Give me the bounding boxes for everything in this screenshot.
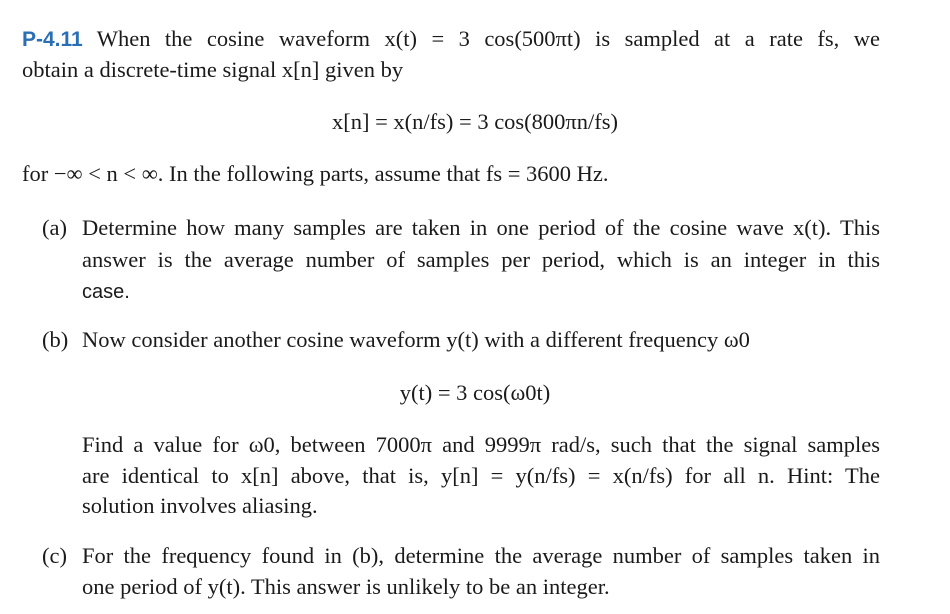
part-c-line-1: For the frequency found in (b), determine the average number of samples taken in [82,543,880,568]
intro-line-1 [22,24,880,55]
part-c-tag: (c) [42,543,67,568]
equation-x-n: x[n] = x(n/fs) = 3 cos(800πn/fs) [331,109,619,134]
part-b-tag: (b) [42,327,69,352]
part-b-line-1: Now consider another cosine waveform y(t) with a different frequency ω0 [82,327,750,352]
part-b-line-3: are identical to x[n] above, that is, y[n] = y(n/fs) = x(n/fs) for all n. Hint: The [82,463,880,488]
part-a-line-2: answer is the average number of samples per period, which is an integer in this [82,247,880,272]
problem-label: P-4.11 [22,28,83,51]
range-line: for −∞ < n < ∞. In the following parts, assume that fs = 3600 Hz. [22,161,609,186]
equation-y-t: y(t) = 3 cos(ω0t) [399,380,551,405]
intro-text-1: When the cosine waveform x(t) = 3 cos(500πt) is sampled at a rate fs, we [96,26,880,51]
intro-line-2: obtain a discrete-time signal x[n] given by [22,57,404,82]
part-a-tag: (a) [42,215,67,240]
part-a-line-1: Determine how many samples are taken in one period of the cosine wave x(t). This [82,215,880,240]
part-a-line-3: case. [82,281,130,303]
part-b-line-2: Find a value for ω0, between 7000π and 9999π rad/s, such that the signal samples [82,432,880,457]
part-c-line-2: one period of y(t). This answer is unlikely to be an integer. [82,574,610,599]
part-b-line-4: solution involves aliasing. [82,493,318,518]
